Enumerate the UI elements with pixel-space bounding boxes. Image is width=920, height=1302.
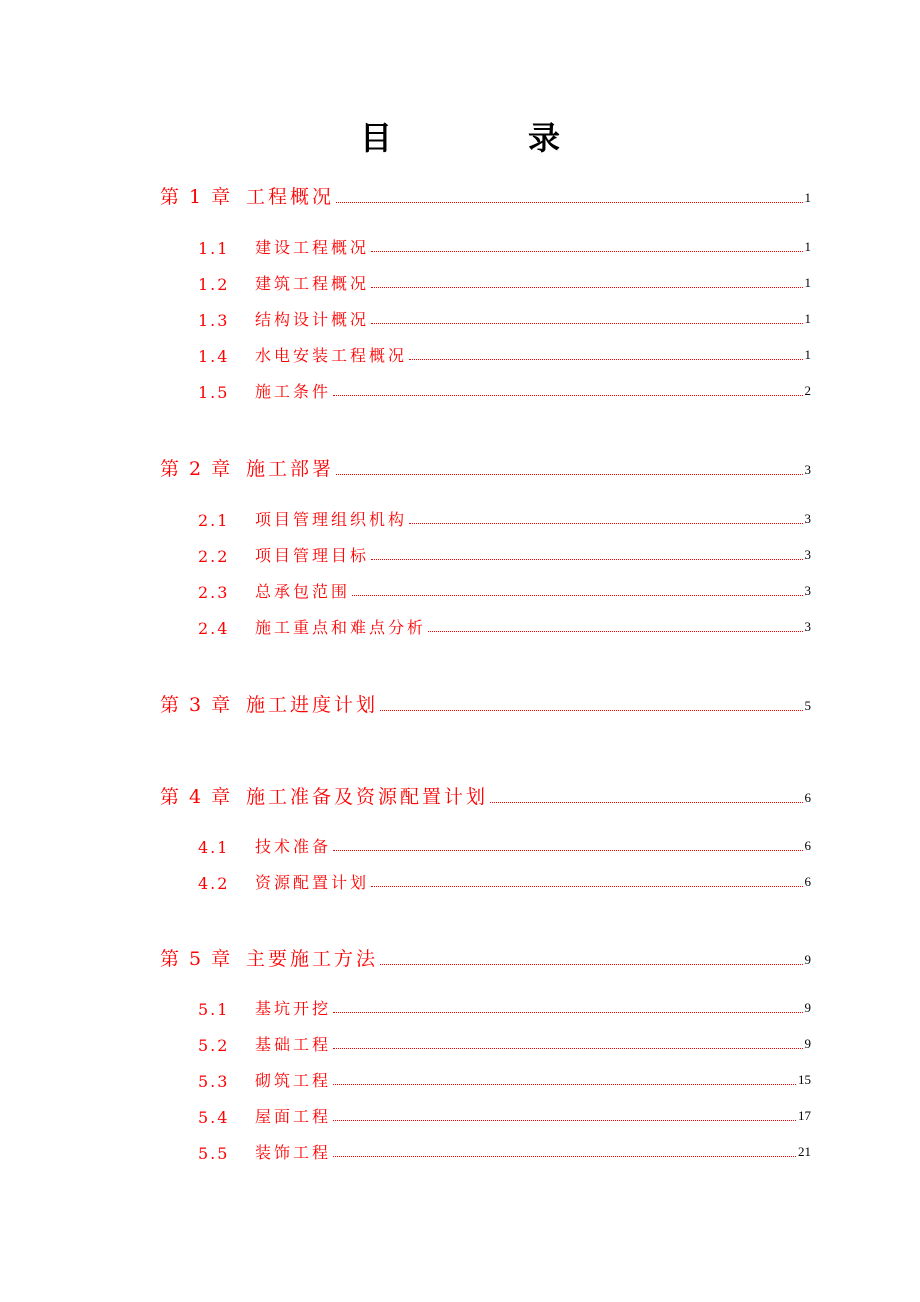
toc-leader [333, 1083, 796, 1085]
toc-number: 4.2 [198, 874, 230, 893]
page-title-char-1: 目 [359, 119, 528, 157]
toc-label: 施工部署 [246, 458, 335, 480]
toc-label: 施工条件 [255, 382, 332, 401]
toc-leader [333, 1047, 802, 1049]
toc-page-number: 9 [804, 952, 811, 967]
toc-section-5-5[interactable] [160, 1141, 811, 1163]
toc-label: 建设工程概况 [255, 238, 370, 257]
toc-section-2-3[interactable] [160, 580, 811, 602]
toc-page-number: 1 [804, 239, 811, 254]
toc-leader [371, 558, 802, 560]
toc-page-number: 5 [804, 698, 811, 713]
toc-label: 装饰工程 [255, 1143, 332, 1162]
toc-chapter-1[interactable] [160, 183, 811, 209]
toc-section-2-4[interactable] [160, 616, 811, 638]
toc-number: 2.1 [198, 511, 230, 530]
toc-section-5-1[interactable] [160, 997, 811, 1019]
toc-leader [380, 709, 802, 711]
toc-section-1-2[interactable] [160, 272, 811, 294]
toc-page-number: 1 [804, 347, 811, 362]
toc-page-number: 1 [804, 311, 811, 326]
toc-page-number: 6 [804, 838, 811, 853]
toc-leader [490, 801, 802, 803]
toc-number: 5.4 [198, 1108, 230, 1127]
toc-number: 2.2 [198, 547, 230, 566]
toc-page-number: 9 [804, 1000, 811, 1015]
toc-section-4-2[interactable] [160, 871, 811, 893]
toc-number: 第 5 章 [160, 948, 233, 970]
toc-number: 1.3 [198, 311, 230, 330]
toc-number: 第 2 章 [160, 458, 233, 480]
toc-label: 水电安装工程概况 [255, 346, 408, 365]
toc-leader [371, 286, 802, 288]
toc-leader [380, 963, 802, 965]
toc-page-number: 1 [804, 190, 811, 205]
toc-chapter-3[interactable] [160, 691, 811, 717]
toc-label: 屋面工程 [255, 1107, 332, 1126]
toc-leader [336, 473, 802, 475]
toc-number: 5.5 [198, 1144, 230, 1163]
toc-label: 资源配置计划 [255, 873, 370, 892]
toc-page-number: 2 [804, 383, 811, 398]
toc-page-number: 3 [804, 583, 811, 598]
toc-page-number: 3 [804, 462, 811, 477]
toc-number: 2.4 [198, 619, 230, 638]
toc-chapter-4[interactable] [160, 783, 811, 809]
toc-number: 4.1 [198, 838, 230, 857]
toc-leader [371, 322, 802, 324]
toc-page-number: 9 [804, 1036, 811, 1051]
toc-label: 工程概况 [246, 186, 335, 208]
toc-label: 建筑工程概况 [255, 274, 370, 293]
toc-label: 施工进度计划 [246, 694, 379, 716]
toc-label: 施工准备及资源配置计划 [246, 786, 489, 808]
toc-number: 1.4 [198, 347, 230, 366]
toc-page-number: 3 [804, 511, 811, 526]
toc-label: 项目管理组织机构 [255, 510, 408, 529]
toc-page-number: 15 [798, 1072, 811, 1087]
toc-section-1-5[interactable] [160, 380, 811, 402]
toc-number: 第 3 章 [160, 694, 233, 716]
toc-section-1-3[interactable] [160, 308, 811, 330]
toc-leader [336, 201, 802, 203]
toc-label: 项目管理目标 [255, 546, 370, 565]
toc-leader [333, 849, 802, 851]
toc-label: 结构设计概况 [255, 310, 370, 329]
toc-leader [352, 594, 802, 596]
toc-page-number: 17 [798, 1108, 811, 1123]
toc-leader [428, 630, 802, 632]
page-title-char-2: 录 [528, 119, 697, 157]
toc-leader [333, 1119, 796, 1121]
toc-leader [333, 1155, 796, 1157]
toc-label: 基坑开挖 [255, 999, 332, 1018]
toc-page-number: 6 [804, 874, 811, 889]
toc-section-5-3[interactable] [160, 1069, 811, 1091]
toc-leader [371, 250, 802, 252]
toc-number: 1.2 [198, 275, 230, 294]
toc-label: 砌筑工程 [255, 1071, 332, 1090]
toc-section-1-4[interactable] [160, 344, 811, 366]
toc-page-number: 21 [798, 1144, 811, 1159]
toc-section-4-1[interactable] [160, 835, 811, 857]
toc-label: 主要施工方法 [246, 948, 379, 970]
toc-section-1-1[interactable] [160, 236, 811, 258]
toc-chapter-5[interactable] [160, 945, 811, 971]
page-title [0, 118, 920, 158]
toc-label: 施工重点和难点分析 [255, 618, 427, 637]
toc-chapter-2[interactable] [160, 455, 811, 481]
toc-page-number: 3 [804, 547, 811, 562]
toc-number: 5.3 [198, 1072, 230, 1091]
toc-section-5-4[interactable] [160, 1105, 811, 1127]
toc-leader [333, 394, 802, 396]
toc-number: 2.3 [198, 583, 230, 602]
toc-label: 基础工程 [255, 1035, 332, 1054]
toc-section-2-2[interactable] [160, 544, 811, 566]
toc-section-5-2[interactable] [160, 1033, 811, 1055]
toc-page-number: 6 [804, 790, 811, 805]
toc-leader [371, 885, 802, 887]
toc-number: 第 1 章 [160, 186, 233, 208]
toc-label: 总承包范围 [255, 582, 351, 601]
toc-page-number: 1 [804, 275, 811, 290]
toc-page-number: 3 [804, 619, 811, 634]
toc-label: 技术准备 [255, 837, 332, 856]
toc-number: 1.1 [198, 239, 230, 258]
toc-leader [409, 522, 802, 524]
toc-number: 5.1 [198, 1000, 230, 1019]
toc-leader [333, 1011, 802, 1013]
toc-number: 1.5 [198, 383, 230, 402]
toc-number: 5.2 [198, 1036, 230, 1055]
toc-number: 第 4 章 [160, 786, 233, 808]
toc-leader [409, 358, 802, 360]
toc-section-2-1[interactable] [160, 508, 811, 530]
